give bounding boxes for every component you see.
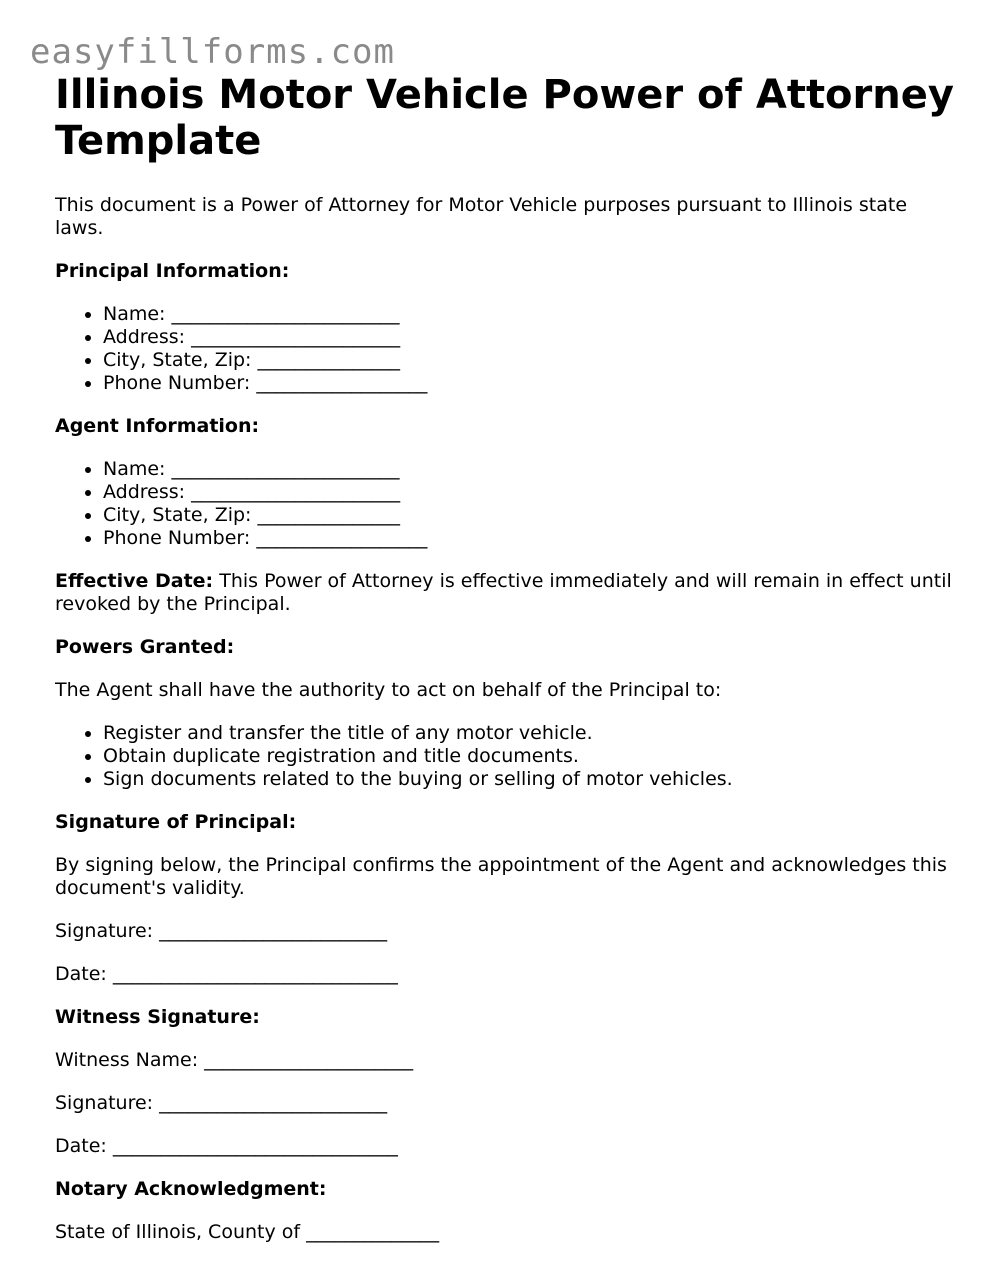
power-item: • Register and transfer the title of any motor vehicle. xyxy=(103,722,955,745)
powers-list xyxy=(55,722,955,791)
effective-date-label: Effective Date: xyxy=(55,570,214,592)
principal-list xyxy=(55,303,955,395)
notary-heading: Notary Acknowledgment: xyxy=(55,1178,327,1200)
witness-name-field[interactable]: Witness Name: ______________________ xyxy=(55,1049,414,1071)
page-title: Illinois Motor Vehicle Power of Attorney Template xyxy=(55,72,954,164)
principal-address-field[interactable]: • Address: ______________________ xyxy=(103,326,955,349)
effective-date-text: This Power of Attorney is effective immediately and will remain in effect until revoked by the Principal. xyxy=(55,570,952,615)
principal-signature-field[interactable]: Signature: ________________________ xyxy=(55,920,388,942)
witness-heading: Witness Signature: xyxy=(55,1006,260,1028)
agent-heading: Agent Information: xyxy=(55,415,260,437)
principal-signature-heading: Signature of Principal: xyxy=(55,811,297,833)
power-item: • Sign documents related to the buying or selling of motor vehicles. xyxy=(103,768,955,791)
principal-date-field[interactable]: Date: ______________________________ xyxy=(55,963,398,985)
intro-text: This document is a Power of Attorney for Motor Vehicle purposes pursuant to Illinois state laws. xyxy=(55,194,908,239)
effective-date-paragraph xyxy=(55,570,955,616)
powers-intro: The Agent shall have the authority to act on behalf of the Principal to: xyxy=(55,679,722,701)
principal-name-field[interactable]: • Name: ________________________ xyxy=(103,303,955,326)
principal-city-field[interactable]: • City, State, Zip: _______________ xyxy=(103,349,955,372)
principal-phone-field[interactable]: • Phone Number: __________________ xyxy=(103,372,955,395)
powers-heading: Powers Granted: xyxy=(55,636,235,658)
agent-city-field[interactable]: • City, State, Zip: _______________ xyxy=(103,504,955,527)
power-item: • Obtain duplicate registration and title documents. xyxy=(103,745,955,768)
agent-name-field[interactable]: • Name: ________________________ xyxy=(103,458,955,481)
witness-date-field[interactable]: Date: ______________________________ xyxy=(55,1135,398,1157)
agent-address-field[interactable]: • Address: ______________________ xyxy=(103,481,955,504)
agent-phone-field[interactable]: • Phone Number: __________________ xyxy=(103,527,955,550)
principal-heading: Principal Information: xyxy=(55,260,290,282)
document-page xyxy=(55,72,955,1244)
notary-county-field[interactable]: State of Illinois, County of ______________ xyxy=(55,1221,440,1243)
agent-list xyxy=(55,458,955,550)
principal-signature-text: By signing below, the Principal confirms the appointment of the Agent and acknowledges this document's validity. xyxy=(55,854,947,899)
watermark: easyfillforms.com xyxy=(30,32,395,72)
witness-signature-field[interactable]: Signature: ________________________ xyxy=(55,1092,388,1114)
